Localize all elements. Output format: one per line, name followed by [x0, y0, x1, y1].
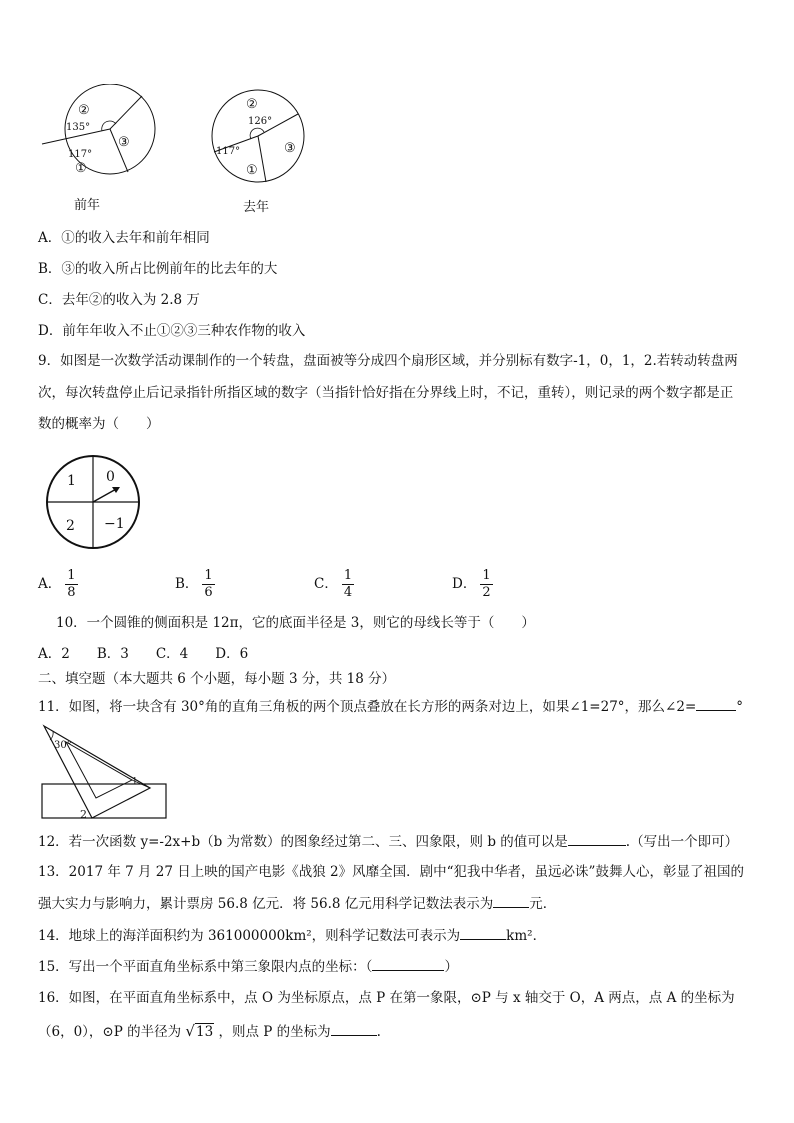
right-pie-label-1: ① — [246, 163, 258, 178]
left-pie-caption: 前年 — [74, 198, 101, 213]
sqrt-icon: √ — [185, 1022, 195, 1040]
q9-option-a-num: 1 — [67, 568, 76, 583]
q9-option-c-den: 4 — [343, 585, 353, 600]
q11-text — [38, 696, 743, 717]
q13-answer-blank[interactable] — [493, 893, 529, 908]
right-pie-caption: 去年 — [243, 200, 270, 215]
q9-option-d-den: 2 — [482, 585, 491, 600]
q9-option-c-fraction — [342, 568, 354, 601]
q14-answer-blank[interactable] — [460, 925, 506, 940]
sqrt-expression — [185, 1021, 214, 1042]
q14-suffix: km²． — [506, 928, 547, 944]
q12-answer-blank[interactable] — [568, 831, 626, 846]
q9-option-a-den: 8 — [67, 585, 76, 600]
left-pie-label-1: ① — [75, 161, 87, 176]
triangle-angle-1: 1 — [132, 777, 138, 787]
q9-text-line3: 数的概率为（ ） — [38, 416, 160, 432]
q10-text: 10．一个圆锥的侧面积是 12π，它的底面半径是 3，则它的母线长等于（ ） — [56, 615, 535, 631]
q14-stem: 14．地球上的海洋面积约为 361000000km²，则科学记数法可表示为 — [38, 928, 461, 944]
q9-option-d — [452, 568, 493, 601]
spinner-label-2: 2 — [66, 518, 75, 534]
q14-text — [38, 925, 546, 946]
q13-text-line2 — [38, 893, 556, 914]
q16-text-line1: 16．如图，在平面直角坐标系中，点 O 为坐标原点，点 P 在第一象限，⊙P 与 x 轴交于 O，A 两点，点 A 的坐标为 — [38, 990, 735, 1006]
section-2-heading: 二、填空题（本大题共 6 个小题，每小题 3 分，共 18 分） — [38, 671, 396, 687]
spinner-label-1: 1 — [67, 473, 76, 489]
q16-text-line2 — [38, 1021, 381, 1042]
q12-text — [38, 831, 738, 852]
left-pie-label-3: ③ — [118, 135, 130, 150]
q10-options: A．2 B．3 C．4 D．6 — [38, 646, 249, 662]
right-pie-label-3: ③ — [284, 141, 296, 156]
q9-option-d-letter: D． — [452, 576, 477, 592]
q9-text-line2: 次，每次转盘停止后记录指针所指区域的数字（当指针恰好指在分界线上时，不记，重转），则记录的两个数字都是正 — [38, 385, 734, 401]
right-pie-label-2: ② — [246, 97, 258, 112]
q16-suffix: . — [376, 1024, 381, 1040]
q9-option-b-letter: B． — [175, 576, 199, 592]
q13-stem: 强大实力与影响力，累计票房 56.8 亿元．将 56.8 亿元用科学记数法表示为 — [38, 896, 494, 912]
q11-answer-blank[interactable] — [696, 696, 736, 711]
q15-answer-blank[interactable] — [372, 956, 444, 971]
q15-stem: 15．写出一个平面直角坐标系中第三象限内点的坐标：（ — [38, 959, 373, 975]
q9-option-a-fraction — [65, 568, 77, 601]
q11-stem: 11．如图，将一块含有 30°角的直角三角板的两个顶点叠放在长方形的两条对边上，如果∠1=27°，那么∠2= — [38, 699, 697, 715]
q9-option-b-den: 6 — [204, 585, 213, 600]
q9-option-b — [175, 568, 215, 601]
q9-text-line1: 9．如图是一次数学活动课制作的一个转盘，盘面被等分成四个扇形区域，并分别标有数字-1，0，1，2.若转动转盘两 — [38, 353, 738, 369]
triangle-angle-30: 30° — [54, 740, 72, 751]
q9-option-c-letter: C． — [314, 576, 338, 592]
spinner-figure — [40, 450, 150, 556]
q9-option-d-fraction — [480, 568, 492, 601]
q11-suffix: ° — [736, 699, 743, 715]
right-pie-angle-bottom: 117° — [216, 146, 241, 157]
right-pie-angle-top: 126° — [248, 116, 273, 127]
q8-option-d: D．前年年收入不止①②③三种农作物的收入 — [38, 323, 306, 339]
q9-option-a-letter: A． — [38, 576, 62, 592]
q12-suffix: .（写出一个即可） — [625, 834, 739, 850]
q13-suffix: 元． — [529, 896, 557, 912]
q8-option-b: B．③的收入所占比例前年的比去年的大 — [38, 261, 278, 277]
spinner-label-minus1: −1 — [104, 516, 125, 532]
q16-stem-a: （6，0），⊙P 的半径为 — [38, 1024, 182, 1040]
q9-option-b-num: 1 — [204, 568, 213, 583]
q9-option-a — [38, 568, 78, 601]
q12-stem: 12．若一次函数 y=-2x+b（b 为常数）的图象经过第二、三、四象限，则 b 的值可以是 — [38, 834, 568, 850]
q9-option-b-fraction — [202, 568, 214, 601]
triangle-ruler-figure — [36, 722, 171, 822]
q13-text-line1: 13．2017 年 7 月 27 日上映的国产电影《战狼 2》风靡全国．剧中“犯我中华者，虽远必诛”鼓舞人心，彰显了祖国的 — [38, 864, 744, 880]
q15-text — [38, 956, 458, 977]
q8-option-a: A．①的收入去年和前年相同 — [38, 230, 210, 246]
left-pie-angle-bottom: 117° — [68, 149, 93, 160]
q9-option-c-num: 1 — [343, 568, 353, 583]
q16-stem-b: ，则点 P 的坐标为 — [218, 1024, 331, 1040]
q8-option-c: C．去年②的收入为 2.8 万 — [38, 292, 200, 308]
left-pie-label-2: ② — [78, 103, 90, 118]
q16-answer-blank[interactable] — [331, 1021, 377, 1036]
triangle-angle-2: 2 — [80, 808, 87, 821]
pie-figures — [30, 84, 310, 214]
spinner-label-0: 0 — [106, 469, 115, 485]
q9-option-c — [314, 568, 354, 601]
sqrt-radicand: 13 — [195, 1024, 214, 1040]
q15-suffix: ） — [444, 959, 458, 975]
left-pie-angle-top: 135° — [66, 122, 91, 133]
q9-option-d-num: 1 — [482, 568, 491, 583]
